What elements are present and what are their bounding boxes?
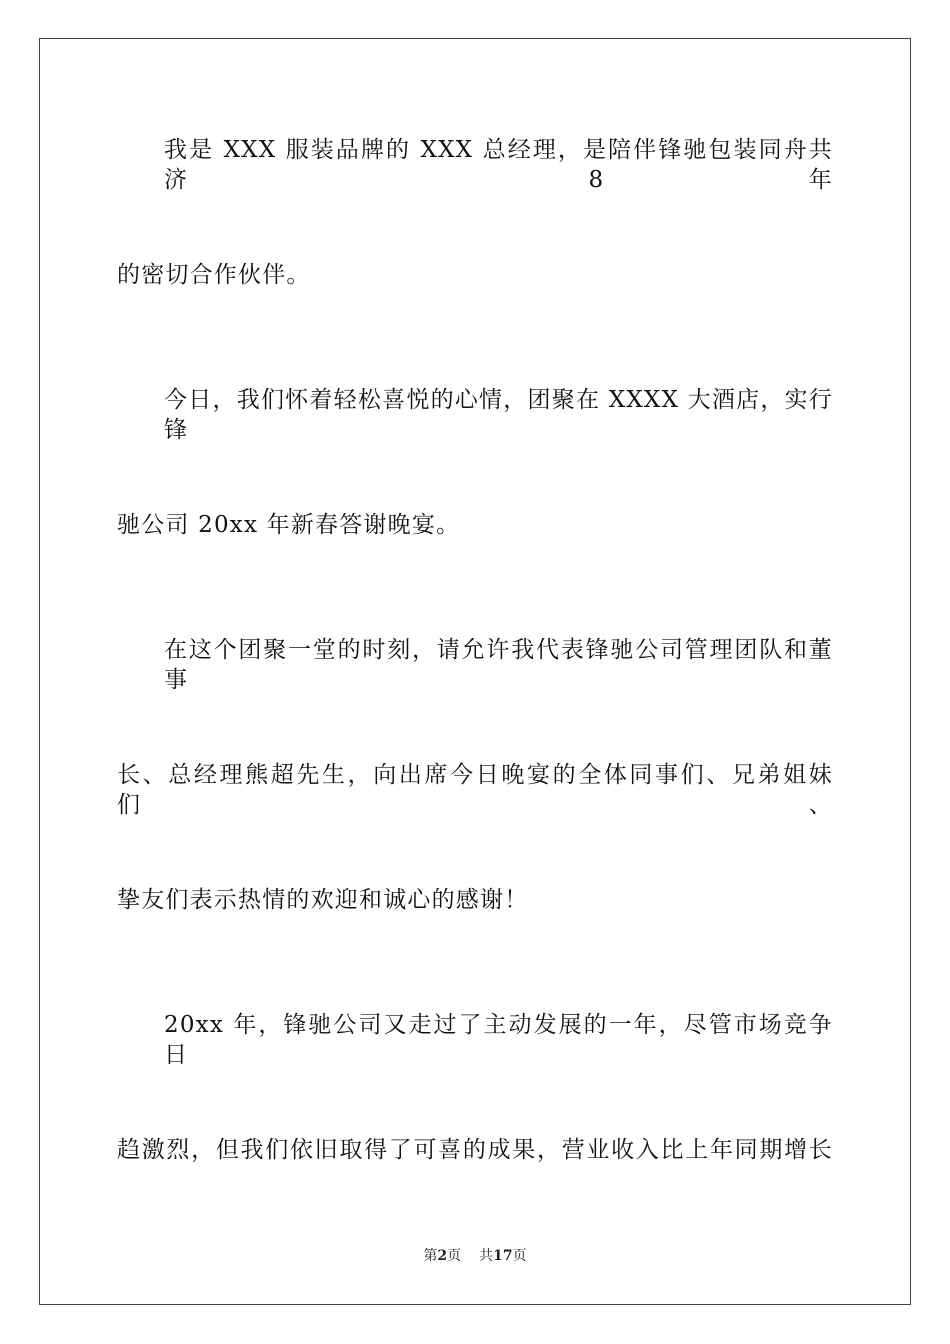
footer-total-prefix: 共	[479, 1248, 494, 1264]
paragraph-3-line-3: 挚友们表示热情的欢迎和诚心的感谢！	[117, 887, 529, 913]
page-footer	[0, 1247, 950, 1265]
paragraph-3-line-2: 长、总经理熊超先生，向出席今日晚宴的全体同事们、兄弟姐妹们、	[117, 762, 833, 818]
paragraph-1-line-1: 我是 XXX 服装品牌的 XXX 总经理，是陪伴锋驰包装同舟共济 8 年	[164, 137, 833, 193]
paragraph-4-line-2: 趋激烈，但我们依旧取得了可喜的成果，营业收入比上年同期增长	[117, 1137, 833, 1163]
footer-page-suffix: 页	[447, 1248, 462, 1264]
footer-prefix: 第	[423, 1248, 438, 1264]
paragraph-2-line-1: 今日，我们怀着轻松喜悦的心情，团聚在 XXXX 大酒店，实行锋	[164, 387, 833, 443]
paragraph-2-line-2: 驰公司 20xx 年新春答谢晚宴。	[117, 512, 461, 538]
paragraph-1-line-2: 的密切合作伙伴。	[117, 262, 311, 288]
paragraph-3-line-1: 在这个团聚一堂的时刻，请允许我代表锋驰公司管理团队和董事	[164, 637, 833, 693]
footer-page-total: 17	[493, 1248, 513, 1264]
footer-total-suffix: 页	[512, 1248, 527, 1264]
footer-page-current: 2	[437, 1248, 448, 1264]
paragraph-4-line-1: 20xx 年，锋驰公司又走过了主动发展的一年，尽管市场竞争日	[164, 1012, 833, 1068]
